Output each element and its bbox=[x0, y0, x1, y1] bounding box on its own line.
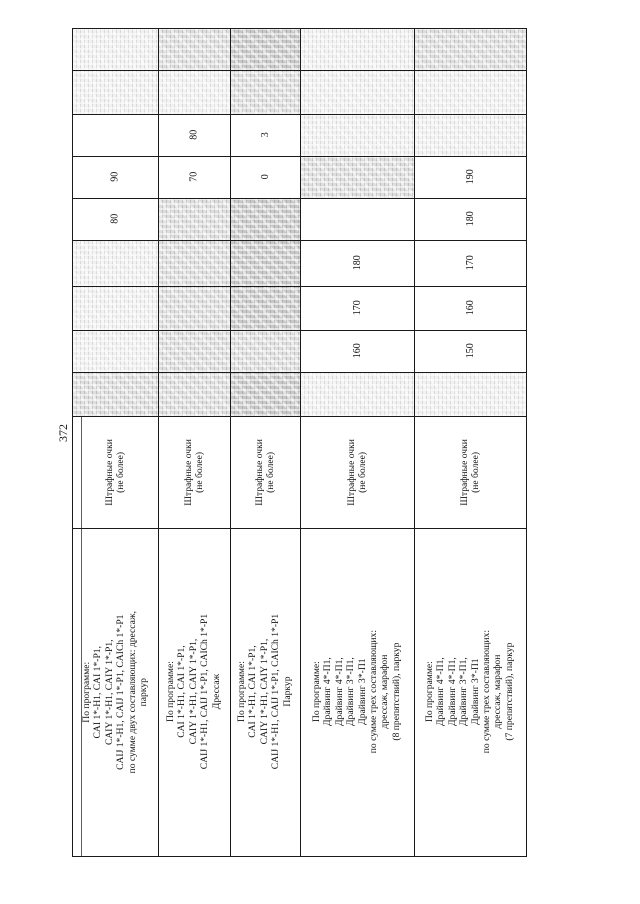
value-cell bbox=[230, 156, 300, 198]
penalty-cell bbox=[414, 416, 526, 528]
shaded-cell bbox=[230, 330, 300, 372]
value-text: 180 bbox=[464, 211, 476, 227]
penalty-text: Штрафные очки (не более) bbox=[345, 438, 368, 506]
program-text: По программе: CAI 1*-H1, CAI 1*-P1, CAIY 1*-H1, CAIY 1*-P1, CAIJ 1*-H1, CAIJ 1*-P1, CAICh 1*-P1 Дрессаж bbox=[165, 614, 223, 770]
value-text: 170 bbox=[464, 255, 476, 271]
shaded-cell bbox=[300, 70, 414, 114]
penalty-cell bbox=[158, 416, 230, 528]
penalty-cell bbox=[300, 416, 414, 528]
value-cell bbox=[300, 330, 414, 372]
value-text: 190 bbox=[464, 169, 476, 185]
shaded-cell bbox=[230, 28, 300, 70]
shaded-cell bbox=[72, 70, 158, 114]
shaded-cell bbox=[414, 114, 526, 156]
shaded-cell bbox=[158, 240, 230, 286]
shaded-cell bbox=[300, 28, 414, 70]
value-cell bbox=[230, 114, 300, 156]
value-text: 160 bbox=[351, 343, 363, 359]
value-text: 80 bbox=[188, 130, 200, 140]
value-cell bbox=[158, 114, 230, 156]
shaded-cell bbox=[300, 114, 414, 156]
shaded-cell bbox=[72, 372, 158, 416]
shaded-cell bbox=[158, 330, 230, 372]
value-cell bbox=[414, 286, 526, 330]
program-cell bbox=[158, 528, 230, 856]
value-text: 90 bbox=[109, 172, 121, 182]
shaded-cell bbox=[158, 286, 230, 330]
value-cell bbox=[414, 198, 526, 240]
value-text: 0 bbox=[259, 174, 271, 180]
shaded-cell bbox=[230, 70, 300, 114]
program-cell bbox=[72, 528, 158, 856]
shaded-cell bbox=[158, 198, 230, 240]
value-cell bbox=[414, 330, 526, 372]
value-cell bbox=[300, 240, 414, 286]
value-cell bbox=[414, 156, 526, 198]
shaded-cell bbox=[230, 240, 300, 286]
program-cell bbox=[230, 528, 300, 856]
value-text: 150 bbox=[464, 343, 476, 359]
penalty-text: Штрафные очки (не более) bbox=[458, 438, 481, 506]
shaded-cell bbox=[414, 28, 526, 70]
shaded-cell bbox=[230, 198, 300, 240]
value-text: 170 bbox=[351, 300, 363, 316]
value-text: 180 bbox=[351, 255, 363, 271]
value-cell bbox=[72, 156, 158, 198]
shaded-cell bbox=[72, 286, 158, 330]
shaded-cell bbox=[414, 70, 526, 114]
shaded-cell bbox=[158, 70, 230, 114]
shaded-cell bbox=[414, 372, 526, 416]
value-cell bbox=[158, 156, 230, 198]
program-cell bbox=[300, 528, 414, 856]
value-text: 3 bbox=[259, 132, 271, 138]
shaded-cell bbox=[158, 28, 230, 70]
shaded-cell bbox=[230, 286, 300, 330]
penalty-text: Штрафные очки (не более) bbox=[103, 438, 126, 506]
page-number: 372 bbox=[55, 424, 70, 442]
shaded-cell bbox=[300, 156, 414, 198]
penalty-cell bbox=[230, 416, 300, 528]
value-text: 160 bbox=[464, 300, 476, 316]
shaded-cell bbox=[72, 330, 158, 372]
program-cell bbox=[414, 528, 526, 856]
shaded-cell bbox=[230, 372, 300, 416]
program-text: По программе: Драйвинг 4*-П1, Драйвинг 4*-П1, Драйвинг 3*-П1, Драйвинг 3*-П1 по сумме трех составляющих: дрессаж, марафон (7 препятствий), паркур bbox=[424, 630, 516, 754]
shaded-cell bbox=[72, 240, 158, 286]
value-text: 70 bbox=[188, 172, 200, 182]
penalty-text: Штрафные очки (не более) bbox=[182, 438, 205, 506]
program-text: По программе: Драйвинг 4*-П1, Драйвинг 4*-П1, Драйвинг 3*-П1, Драйвинг 3*-П1 по сумме трех составляющих: дрессаж, марафон (8 препятствий), паркур bbox=[311, 630, 403, 754]
value-cell bbox=[72, 198, 158, 240]
value-cell bbox=[414, 240, 526, 286]
penalty-cell bbox=[72, 416, 158, 528]
program-text: По программе: CAI 1*-H1, CAI 1*-P1, CAIY 1*-H1, CAIY 1*-P1, CAIJ 1*-H1, CAIJ 1*-P1, CAICh 1*-P1 по сумме двух составляющих: дрессаж, паркур bbox=[80, 610, 149, 774]
value-cell bbox=[300, 286, 414, 330]
penalty-text: Штрафные очки (не более) bbox=[253, 438, 276, 506]
shaded-cell bbox=[158, 372, 230, 416]
program-text: По программе: CAI 1*-H1, CAI 1*-P1, CAIY 1*-H1, CAIY 1*-P1, CAIJ 1*-H1, CAIJ 1*-P1, CAICh 1*-P1 Паркур bbox=[236, 614, 294, 770]
value-text: 80 bbox=[109, 214, 121, 224]
shaded-cell bbox=[300, 372, 414, 416]
shaded-cell bbox=[72, 28, 158, 70]
